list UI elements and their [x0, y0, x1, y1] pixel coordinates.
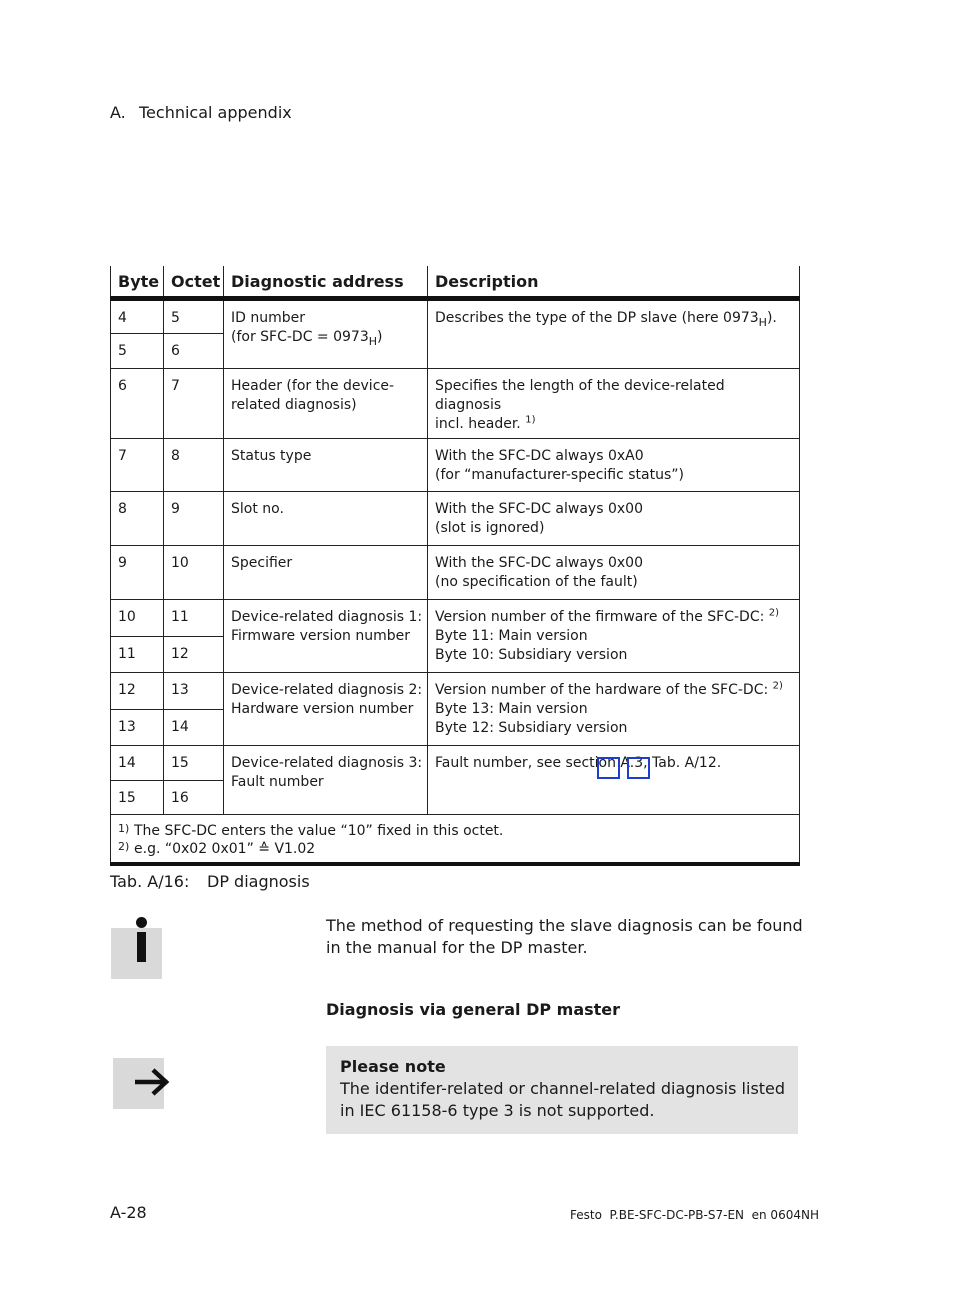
description-cell-slot [428, 492, 800, 546]
description-cell-id-number [428, 299, 800, 369]
address-cell-header: Header (for the device-related diagnosis) [224, 369, 428, 439]
octet-cell: 13 [164, 673, 224, 710]
footnotes-cell [111, 815, 800, 865]
table-row [111, 369, 800, 439]
address-text: Hardware version number [231, 701, 414, 717]
octet-cell: 8 [164, 439, 224, 492]
byte-cell: 11 [111, 637, 164, 673]
info-icon [111, 917, 162, 979]
octet-cell: 14 [164, 710, 224, 746]
address-cell-status-type: Status type [224, 439, 428, 492]
octet-cell: 11 [164, 600, 224, 637]
column-header-byte: Byte [111, 266, 164, 299]
subscript: H [368, 334, 378, 348]
description-cell-status-type [428, 439, 800, 492]
address-text: Firmware version number [231, 628, 410, 644]
footnote-ref: 2) [768, 607, 780, 619]
table-row [111, 492, 800, 546]
description-cell-specifier [428, 546, 800, 600]
byte-cell: 5 [111, 334, 164, 369]
description-text: Specifies the length of the device-related diagnosis [435, 378, 725, 413]
byte-cell: 14 [111, 746, 164, 781]
table-row [111, 299, 800, 334]
document-reference: Festo P.BE-SFC-DC-PB-S7-EN en 0604NH [570, 1208, 819, 1222]
octet-cell: 9 [164, 492, 224, 546]
column-header-octet: Octet [164, 266, 224, 299]
byte-cell: 6 [111, 369, 164, 439]
description-cell-hardware [428, 673, 800, 746]
address-cell-slot: Slot no. [224, 492, 428, 546]
address-text: (for SFC-DC = 0973 [231, 329, 369, 345]
octet-cell: 16 [164, 781, 224, 815]
description-text: ). [766, 310, 777, 326]
section-header [110, 103, 292, 122]
table-header-row [111, 266, 800, 299]
byte-cell: 7 [111, 439, 164, 492]
table-link[interactable] [627, 757, 650, 779]
section-link[interactable] [597, 757, 620, 779]
octet-cell: 12 [164, 637, 224, 673]
footnote-text: e.g. “0x02 0x01” ≙ V1.02 [134, 841, 316, 857]
description-cell-header [428, 369, 800, 439]
page-number: A-28 [110, 1203, 147, 1222]
note-body: The identifer-related or channel-related diagnosis listed in IEC 61158-6 type 3 is not supported. [340, 1079, 786, 1120]
octet-cell: 5 [164, 299, 224, 334]
footnote-ref: 2) [772, 680, 783, 692]
table-row [111, 746, 800, 781]
description-text: With the SFC-DC always 0x00 [435, 555, 643, 571]
address-cell-id-number [224, 299, 428, 369]
byte-cell: 4 [111, 299, 164, 334]
table-row [111, 600, 800, 637]
address-cell-specifier: Specifier [224, 546, 428, 600]
octet-cell: 10 [164, 546, 224, 600]
description-text: Fault number, see section A.3, Tab. A/12. [435, 755, 722, 771]
octet-cell: 15 [164, 746, 224, 781]
address-text: ) [377, 329, 383, 345]
footnote [118, 840, 793, 858]
caption-title: DP diagnosis [207, 872, 310, 891]
byte-cell: 8 [111, 492, 164, 546]
footnote-row [111, 815, 800, 865]
description-text: Byte 13: Main version [435, 701, 588, 717]
column-header-diagnostic-address: Diagnostic address [224, 266, 428, 299]
dp-diagnosis-table [110, 266, 800, 866]
byte-cell: 13 [111, 710, 164, 746]
footnote-mark: 2) [118, 840, 130, 853]
description-text: Version number of the firmware of the SFC-DC: [435, 609, 765, 625]
description-cell-fault [428, 746, 800, 815]
description-text: Byte 12: Subsidiary version [435, 720, 628, 736]
description-text: (no specification of the fault) [435, 574, 638, 590]
footnote-ref: 1) [525, 414, 536, 426]
footnote-text: The SFC-DC enters the value “10” fixed in this octet. [134, 823, 504, 839]
description-text: (slot is ignored) [435, 520, 545, 536]
address-cell-hardware [224, 673, 428, 746]
description-text: Describes the type of the DP slave (here 0973 [435, 310, 759, 326]
octet-cell: 6 [164, 334, 224, 369]
address-cell-fault [224, 746, 428, 815]
byte-cell: 15 [111, 781, 164, 815]
description-text: With the SFC-DC always 0x00 [435, 501, 643, 517]
arrow-right-icon [113, 1058, 164, 1109]
note-box [326, 1046, 798, 1134]
description-text: Version number of the hardware of the SFC-DC: [435, 682, 769, 698]
column-header-description: Description [428, 266, 800, 299]
address-text: Fault number [231, 774, 324, 790]
info-text: The method of requesting the slave diagnosis can be found in the manual for the DP master. [326, 916, 803, 957]
description-text: Byte 11: Main version [435, 628, 588, 644]
section-number: A. [110, 103, 126, 122]
description-text: incl. header. [435, 416, 521, 432]
address-cell-firmware [224, 600, 428, 673]
address-text: Device-related diagnosis 2: [231, 682, 423, 698]
footnote [118, 822, 793, 840]
table-row [111, 673, 800, 710]
address-text: ID number [231, 310, 305, 326]
address-text: Device-related diagnosis 1: [231, 609, 423, 625]
note-title: Please note [340, 1057, 446, 1076]
table-caption [110, 872, 310, 891]
byte-cell: 9 [111, 546, 164, 600]
byte-cell: 10 [111, 600, 164, 637]
footnote-mark: 1) [118, 822, 130, 835]
octet-cell: 7 [164, 369, 224, 439]
description-cell-firmware [428, 600, 800, 673]
caption-label: Tab. A/16: [110, 872, 190, 891]
table-row [111, 439, 800, 492]
section-subheading: Diagnosis via general DP master [326, 1000, 621, 1019]
byte-cell: 12 [111, 673, 164, 710]
description-text: Byte 10: Subsidiary version [435, 647, 628, 663]
section-title: Technical appendix [139, 103, 292, 122]
table-row [111, 546, 800, 600]
description-text: With the SFC-DC always 0xA0 [435, 448, 644, 464]
address-text: Device-related diagnosis 3: [231, 755, 423, 771]
description-text: (for “manufacturer-specific status”) [435, 467, 684, 483]
subscript: H [758, 315, 767, 329]
